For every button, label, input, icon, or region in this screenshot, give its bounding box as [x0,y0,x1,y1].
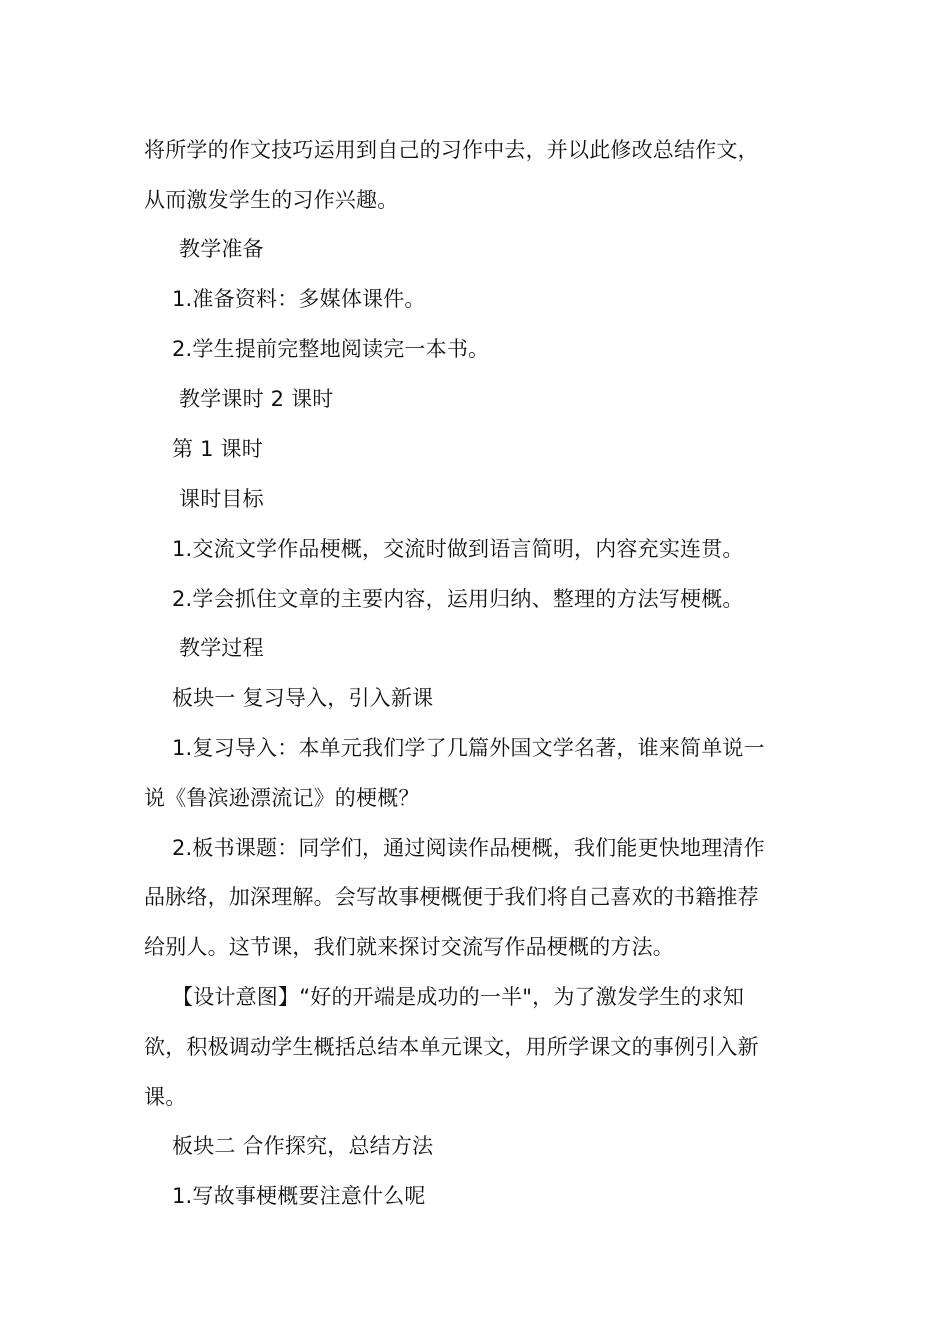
paragraph-line: 课。 [144,1085,187,1109]
list-item: 2.学生提前完整地阅读完一本书。 [172,337,490,361]
list-item: 2.板书课题：同学们，通过阅读作品梗概，我们能更快地理清作 [172,836,765,860]
section-heading: 教学课时 2 课时 [179,387,334,411]
section-heading: 第 1 课时 [172,437,263,461]
paragraph-line: 品脉络，加深理解。会写故事梗概便于我们将自己喜欢的书籍推荐 [144,885,759,909]
section-heading: 教学过程 [179,636,264,660]
paragraph-line: 从而激发学生的习作兴趣。 [144,188,399,212]
paragraph-line: 将所学的作文技巧运用到自己的习作中去，并以此修改总结作文， [144,138,759,162]
paragraph-line: 欲，积极调动学生概括总结本单元课文，用所学课文的事例引入新 [144,1035,759,1059]
section-heading: 板块二 合作探究，总结方法 [172,1134,434,1158]
list-item: 1.复习导入：本单元我们学了几篇外国文学名著，谁来简单说一 [172,736,765,760]
list-item: 2.学会抓住文章的主要内容，运用归纳、整理的方法写梗概。 [172,587,744,611]
paragraph-line: 给别人。这节课，我们就来探讨交流写作品梗概的方法。 [144,935,674,959]
list-item: 1.写故事梗概要注意什么呢 [172,1184,426,1208]
list-item: 1.准备资料：多媒体课件。 [172,287,426,311]
section-heading: 板块一 复习导入，引入新课 [172,686,434,710]
paragraph-line: 说《鲁滨逊漂流记》的梗概？ [144,786,420,810]
section-heading: 课时目标 [179,487,264,511]
list-item: 1.交流文学作品梗概，交流时做到语言简明，内容充实连贯。 [172,537,744,561]
design-intent-line: 【设计意图】“好的开端是成功的一半"，为了激发学生的求知 [172,985,745,1009]
section-heading: 教学准备 [179,237,264,261]
